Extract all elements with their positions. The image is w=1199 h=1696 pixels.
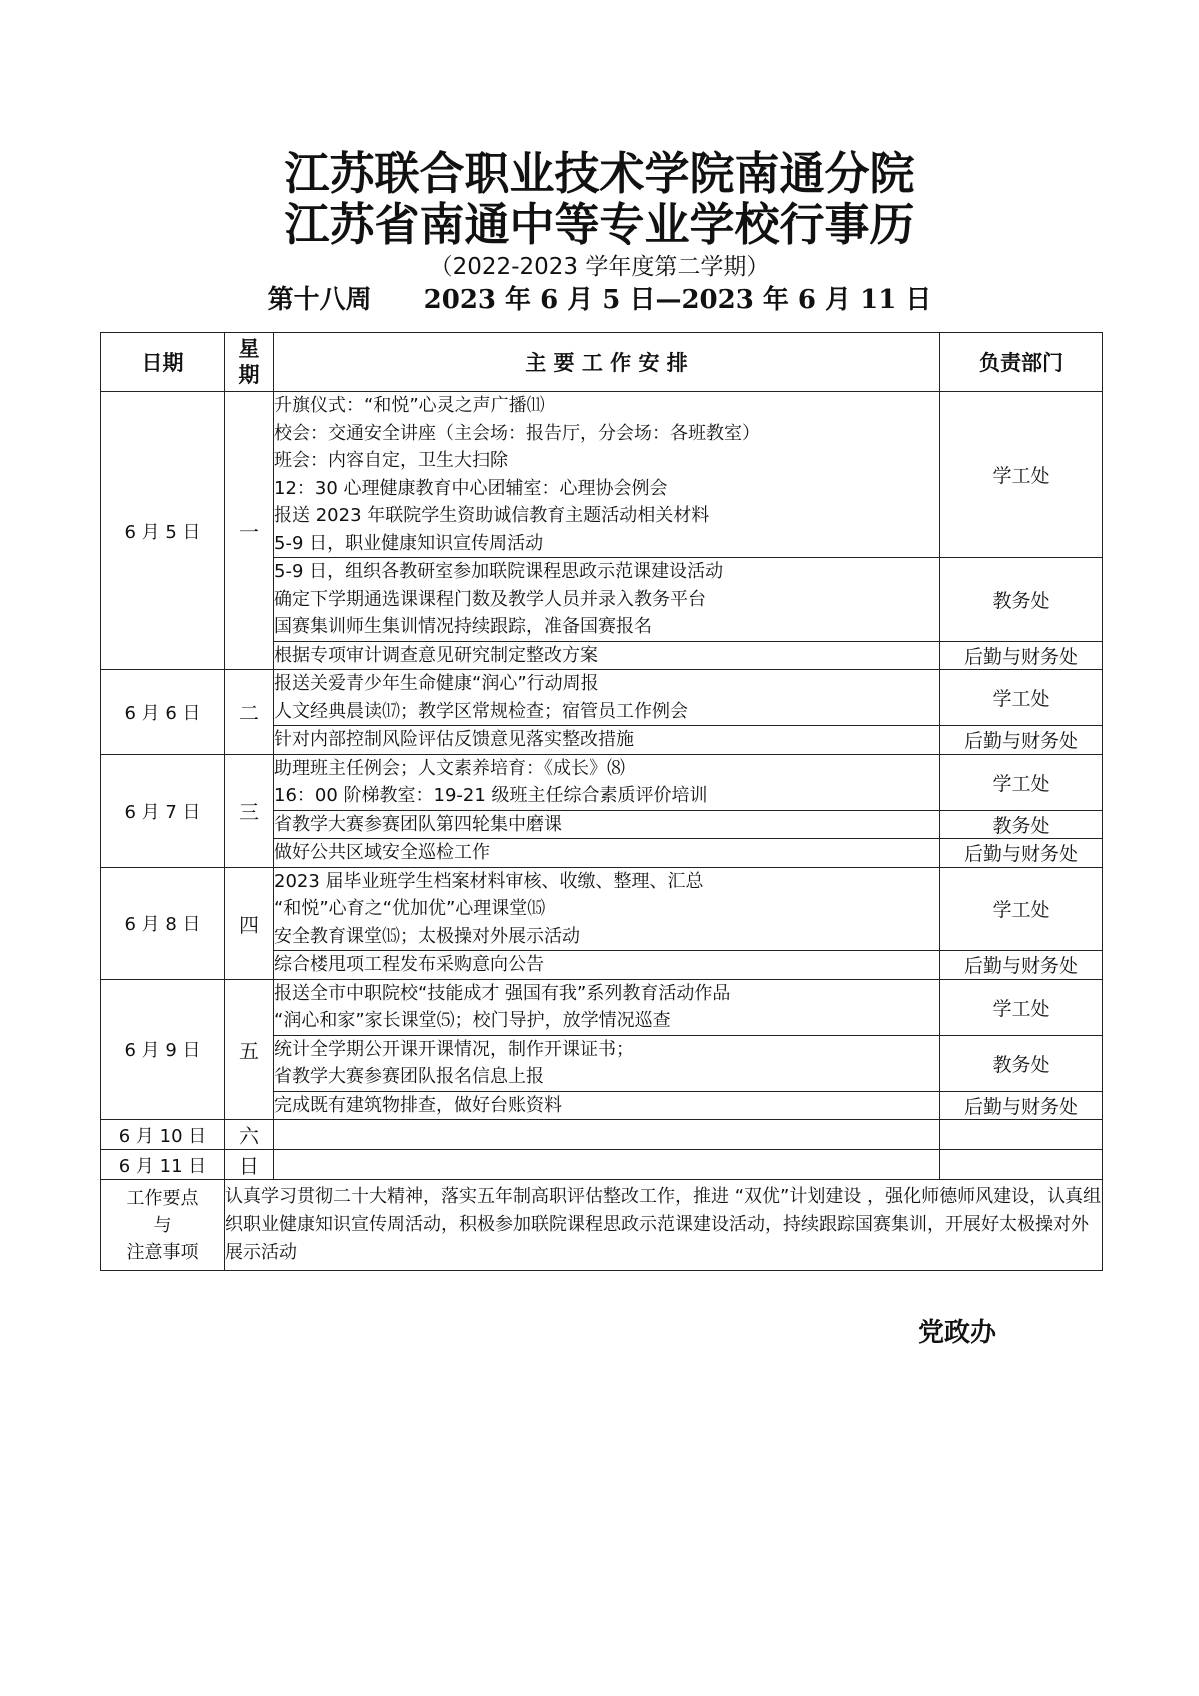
work-item: 升旗仪式：“和悦”心灵之声广播⑾: [274, 395, 545, 416]
schedule-row: [101, 754, 1103, 810]
day-date: 6 月 8 日: [101, 867, 225, 979]
schedule-row: [101, 1150, 1103, 1180]
week-range: 第十八周 2023 年 6 月 5 日—2023 年 6 月 11 日: [267, 285, 932, 315]
day-date: 6 月 6 日: [101, 670, 225, 755]
work-items: [274, 1035, 940, 1091]
header-work: 主 要 工 作 安 排: [274, 333, 940, 392]
responsible-dept: 学工处: [940, 392, 1103, 558]
responsible-dept: 教务处: [940, 1035, 1103, 1091]
day-weekday: 三: [225, 754, 274, 867]
semester-subtitle: （2022-2023 学年度第二学期）: [429, 254, 770, 280]
signature: 党政办: [918, 1318, 997, 1348]
work-item: 校会：交通安全讲座（主会场：报告厅，分会场：各班教室）: [274, 422, 760, 444]
day-weekday: 四: [225, 867, 274, 979]
work-items: [274, 810, 940, 839]
work-items: [274, 839, 940, 868]
notes-label-line: 与: [153, 1214, 172, 1236]
work-items: [274, 726, 940, 755]
responsible-dept: 后勤与财务处: [940, 839, 1103, 868]
table-header-row: [101, 333, 1103, 392]
schedule-row: [101, 392, 1103, 558]
responsible-dept: 后勤与财务处: [940, 641, 1103, 670]
work-item: 5-9 日，职业健康知识宣传周活动: [274, 532, 544, 554]
responsible-dept: 教务处: [940, 558, 1103, 642]
schedule-row: [101, 979, 1103, 1035]
work-item: 确定下学期通选课课程门数及教学人员并录入教务平台: [274, 588, 706, 610]
notes-text: 认真学习贯彻二十大精神，落实五年制高职评估整改工作，推进 “双优”计划建设 ，强化师德师风建设，认真组织职业健康知识宣传周活动，积极参加联院课程思政示范课建设活动，持续跟踪国赛集训，开展好太极操对外展示活动: [225, 1180, 1103, 1271]
work-item: 报送全市中职院校“技能成才 强国有我”系列教育活动作品: [274, 982, 731, 1004]
responsible-dept: 后勤与财务处: [940, 951, 1103, 980]
work-items: [274, 867, 940, 951]
work-items: [274, 392, 940, 558]
work-item: 综合楼甩项工程发布采购意向公告: [274, 954, 544, 975]
responsible-dept: [940, 1150, 1103, 1180]
schedule-row: [101, 670, 1103, 726]
day-weekday: 一: [225, 392, 274, 670]
work-item: 16：00 阶梯教室：19-21 级班主任综合素质评价培训: [274, 785, 708, 806]
work-item: 助理班主任例会；人文素养培育：《成长》⑻: [274, 757, 625, 779]
work-item: 报送关爱青少年生命健康“润心”行动周报: [274, 673, 599, 694]
responsible-dept: 学工处: [940, 867, 1103, 951]
schedule-body: [101, 392, 1103, 1180]
work-item: “润心和家”家长课堂⑸；校门导护，放学情况巡查: [274, 1010, 671, 1031]
work-items: [274, 979, 940, 1035]
day-date: 6 月 11 日: [101, 1150, 225, 1180]
notes-label-line: 工作要点: [126, 1187, 199, 1209]
work-item: 报送 2023 年联院学生资助诚信教育主题活动相关材料: [274, 505, 710, 526]
header-weekday: 星期: [225, 333, 274, 392]
work-items: [274, 641, 940, 670]
responsible-dept: 学工处: [940, 979, 1103, 1035]
day-date: 6 月 9 日: [101, 979, 225, 1120]
work-items: [274, 951, 940, 980]
work-item: 国赛集训师生集训情况持续跟踪，准备国赛报名: [274, 616, 652, 637]
work-item: 12：30 心理健康教育中心团辅室：心理协会例会: [274, 477, 668, 499]
notes-row: [101, 1180, 1103, 1271]
work-item: 做好公共区域安全巡检工作: [274, 842, 490, 863]
header-dept: 负责部门: [940, 333, 1103, 392]
work-item: 5-9 日，组织各教研室参加联院课程思政示范课建设活动: [274, 561, 724, 582]
schedule-row: [101, 1120, 1103, 1150]
schedule-table: [100, 332, 1103, 1271]
work-items: [274, 754, 940, 810]
day-date: 6 月 5 日: [101, 392, 225, 670]
day-date: 6 月 10 日: [101, 1120, 225, 1150]
work-item: “和悦”心育之“优加优”心理课堂⒂: [274, 898, 546, 919]
header-date: 日期: [101, 333, 225, 392]
responsible-dept: 教务处: [940, 810, 1103, 839]
work-items: [274, 558, 940, 642]
day-weekday: 五: [225, 979, 274, 1120]
work-items: [274, 1091, 940, 1120]
work-item: 班会：内容自定，卫生大扫除: [274, 450, 508, 471]
responsible-dept: 后勤与财务处: [940, 1091, 1103, 1120]
work-item: 安全教育课堂⒂；太极操对外展示活动: [274, 925, 580, 947]
responsible-dept: 后勤与财务处: [940, 726, 1103, 755]
work-items: [274, 1120, 940, 1150]
responsible-dept: [940, 1120, 1103, 1150]
work-items: [274, 670, 940, 726]
work-item: 省教学大赛参赛团队报名信息上报: [274, 1066, 544, 1087]
work-item: 2023 届毕业班学生档案材料审核、收缴、整理、汇总: [274, 870, 704, 892]
work-item: 统计全学期公开课开课情况，制作开课证书；: [274, 1038, 634, 1060]
work-item: 省教学大赛参赛团队第四轮集中磨课: [274, 813, 562, 835]
notes-label: [101, 1180, 225, 1271]
day-date: 6 月 7 日: [101, 754, 225, 867]
work-item: 根据专项审计调查意见研究制定整改方案: [274, 644, 598, 666]
day-weekday: 日: [225, 1150, 274, 1180]
work-item: 完成既有建筑物排查，做好台账资料: [274, 1094, 562, 1116]
day-weekday: 二: [225, 670, 274, 755]
document-title-line2: 江苏省南通中等专业学校行事历: [284, 198, 915, 251]
day-weekday: 六: [225, 1120, 274, 1150]
work-item: 人文经典晨读⒄；教学区常规检查；宿管员工作例会: [274, 700, 688, 722]
work-items: [274, 1150, 940, 1180]
responsible-dept: 学工处: [940, 670, 1103, 726]
schedule-row: [101, 867, 1103, 951]
document-title-line1: 江苏联合职业技术学院南通分院: [284, 147, 915, 200]
responsible-dept: 学工处: [940, 754, 1103, 810]
work-item: 针对内部控制风险评估反馈意见落实整改措施: [274, 729, 634, 750]
notes-label-line: 注意事项: [126, 1241, 199, 1263]
